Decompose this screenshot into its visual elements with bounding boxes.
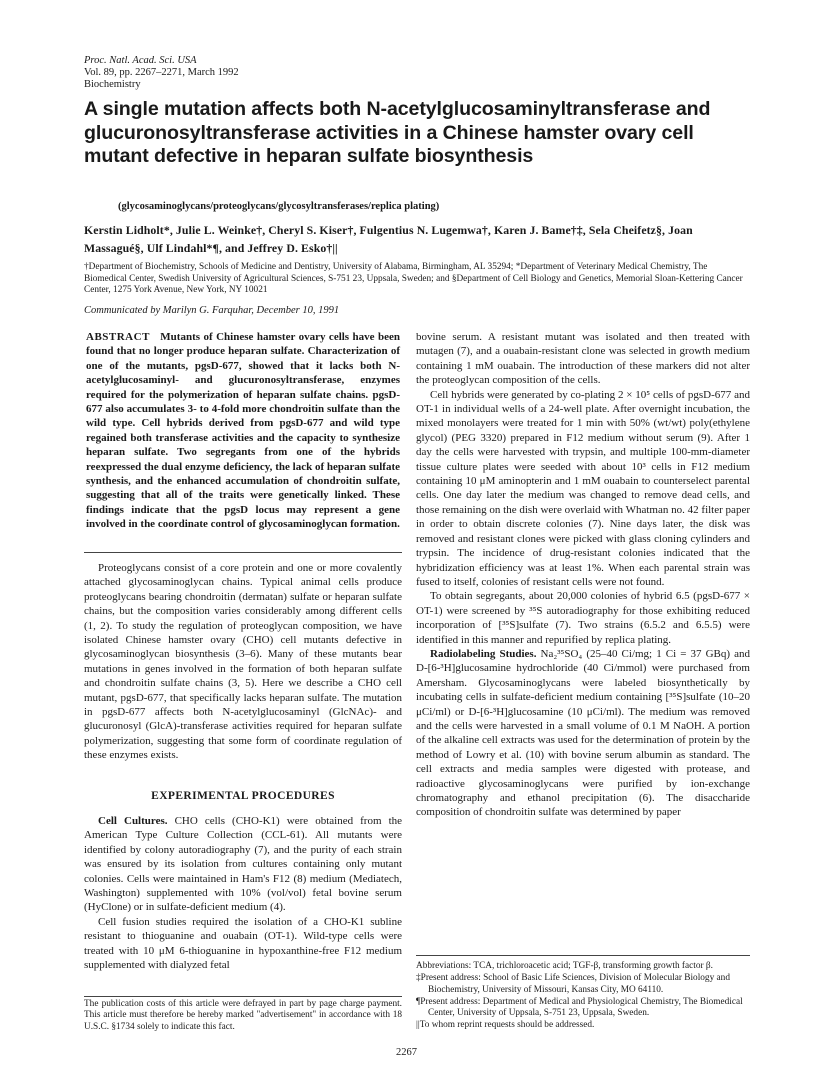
right-column: [416, 330, 750, 820]
keywords: (glycosaminoglycans/proteoglycans/glycosyltransferases/replica plating): [118, 201, 440, 212]
introduction: [84, 561, 402, 763]
runin-radiolabeling: Radiolabeling Studies.: [430, 647, 537, 660]
affiliations: †Department of Biochemistry, Schools of Medicine and Dentistry, University of Alabama, Birmingham, AL 35294; *Department of Veterinary Medical Chemistry, The Biomedical Center, Swedish University of Agricultural Sciences, S-751 23, Uppsala, Sweden; and §Department of Cell Biology and Genetics, Memorial Sloan-Kettering Cancer Center, 1275 York Avenue, New York, NY 10021: [84, 262, 743, 295]
journal-citation: Vol. 89, pp. 2267–2271, March 1992: [84, 67, 239, 78]
page-number: 2267: [396, 1047, 417, 1058]
radiolabeling-text: Na₂³⁵SO₄ (25–40 Ci/mg; 1 Ci = 37 GBq) and D-[6-³H]glucosamine hydrochloride (40 Ci/mmol) were purchased from Amersham. Glycosaminoglycans were labeled biosynthetically by incubating cells in sulfate-deficient medium containing [³⁵S]sulfate (10–20 μCi/ml) or D-[6-³H]glucosamine (10 μCi/ml). The medium was removed and the cells were harvested in a small volume of 0.1 M NaOH. A portion of the alkaline cell extracts was used for the determination of protein by the method of Lowry et al. (10) with bovine serum albumin as standard. The cell extracts and media samples were digested with protease, and radioactive glycosaminoglycans were purified by ion-exchange chromatography and ethanol precipitation (6). The disaccharide composition of chondroitin sulfate was determined by paper: [416, 647, 750, 819]
abbreviations-divider: [416, 955, 750, 956]
section-heading: EXPERIMENTAL PROCEDURES: [151, 790, 335, 802]
communicated-by: Communicated by Marilyn G. Farquhar, December 10, 1991: [84, 305, 340, 316]
methods-section: [84, 814, 402, 972]
col2-paragraph-3: To obtain segregants, about 20,000 colonies of hybrid 6.5 (pgsD-677 × OT-1) were screened by ³⁵S autoradiography for those exhibiting reduced incorporation of [³⁵S]sulfate (7). Two strains (6.5.2 and 6.5.5) were identified in this manner and repurified by replica plating.: [416, 590, 750, 646]
runin-cell-cultures: Cell Cultures.: [98, 815, 168, 827]
journal-section: Biochemistry: [84, 79, 141, 90]
footnotes: [416, 961, 750, 1033]
abstract-label: ABSTRACT: [86, 331, 150, 343]
abstract-divider: [84, 552, 402, 553]
present-address-1: ‡Present address: School of Basic Life Sciences, Division of Molecular Biology and Biochemistry, University of Missouri, Kansas City, MO 64110.: [416, 973, 730, 995]
journal-header: [84, 55, 239, 91]
reprint-note: ||To whom reprint requests should be addressed.: [416, 1020, 595, 1031]
author-list: Kerstin Lidholt*, Julie L. Weinke†, Cheryl S. Kiser†, Fulgentius N. Lugemwa†, Karen J. Bame†‡, Sela Cheifetz§, Joan Massagué§, Ulf Lindahl*¶, and Jeffrey D. Esko†||: [84, 223, 693, 255]
cell-cultures-text: CHO cells (CHO-K1) were obtained from the American Type Culture Collection (CCL-61). All mutants were identified by colony autoradiography (7), and the purity of each strain was ensured by its isolation from cultures containing only mutant colonies. Cells were maintained in Ham's F12 (8) medium (Mediatech, Washington) supplemented with 10% (vol/vol) fetal bovine serum (HyClone) or in sulfate-deficient medium (4).: [84, 815, 403, 914]
abbreviations-note: Abbreviations: TCA, trichloroacetic acid; TGF-β, transforming growth factor β.: [416, 961, 713, 971]
abstract-text: Mutants of Chinese hamster ovary cells have been found that no longer produce heparan sulfate. Characterization of one of the mutants, pgsD-677, showed that it lacks both N-acetylglucosaminyl- and glucuronosyltransferase, enzymes required for the polymerization of heparan sulfate chains. pgsD-677 also accumulates 3- to 4-fold more chondroitin sulfate than the wild type. Cell hybrids derived from pgsD-677 and wild type regained both transferase activities and the capacity to synthesize heparan sulfate. Two segregants from one of the hybrids reexpressed the dual enzyme deficiency, the lack of heparan sulfate synthesis, and the enhanced accumulation of chondroitin sulfate, suggesting that all of the traits were genetically linked. These findings indicate that the pgsD locus may represent a gene involved in the coordinate control of glycosaminoglycan formation.: [86, 331, 401, 531]
journal-name: Proc. Natl. Acad. Sci. USA: [84, 55, 197, 66]
cell-fusion-text: Cell fusion studies required the isolation of a CHO-K1 subline resistant to thioguanine and ouabain (OT-1). Wild-type cells were treated with 10 μM 6-thioguanine in hypoxanthine-free F12 medium supplemented with dialyzed fetal: [84, 915, 402, 972]
article-title: A single mutation affects both N-acetylglucosaminyltransferase and glucuronosyltransferase activities in a Chinese hamster ovary cell mutant defective in heparan sulfate biosynthesis: [84, 98, 711, 167]
footnote-divider: [84, 996, 402, 997]
publication-costs-note: The publication costs of this article were defrayed in part by page charge payment. This article must therefore be hereby marked "advertisement" in accordance with 18 U.S.C. §1734 solely to indicate this fact.: [84, 999, 402, 1032]
col2-paragraph-1: bovine serum. A resistant mutant was isolated and then treated with mutagen (7), and a ouabain-resistant clone was selected in growth medium containing 1 mM ouabain. The introduction of these markers did not alter the proteoglycan composition of the cells.: [416, 331, 750, 387]
present-address-2: ¶Present address: Department of Medical and Physiological Chemistry, The Biomedical Center, University of Uppsala, S-751 23, Uppsala, Sweden.: [416, 996, 743, 1019]
col2-paragraph-2: Cell hybrids were generated by co-plating 2 × 10⁵ cells of pgsD-677 and OT-1 in individual wells of a 24-well plate. After overnight incubation, the mixed monolayers were treated for 1 min with 50% (wt/wt) poly(ethylene glycol) (PEG 3320) prepared in F12 medium without serum (9). After 1 day the cells were harvested with trypsin, and multiple 100-mm-diameter tissue culture plates were seeded with about 10³ cells in F12 medium containing 10 μM aminopterin and 1 mM ouabain to counterselect parental cells. One day later the medium was changed to remove dead cells, and those remaining on the dish were overlaid with Whatman no. 42 filter paper in order to obtain discrete colonies (7). Nine days later, the disk was removed and resistant clones were picked with glass cloning cylinders and trypsin. The incidence of drug-resistant colonies indicated that the hybridization efficiency was at least 1%. When each parental strain was fused to itself, colonies of resistant cells were not found.: [416, 388, 750, 588]
intro-paragraph: Proteoglycans consist of a core protein and one or more covalently attached glycosaminoglycan chains. Typical animal cells produce proteoglycans bearing chondroitin (dermatan) sulfate or heparan sulfate chains, but the composition varies considerably among different cells (1, 2). To study the regulation of proteoglycan composition, we have isolated Chinese hamster ovary (CHO) cell mutants defective in glycosaminoglycan biosynthesis (3–6). Many of these mutants bear mutations in genes involved in the formation of both heparan sulfate and chondroitin sulfate chains (3, 5). Here we describe a CHO cell mutant, pgsD-677, that specifically lacks heparan sulfate. The mutation in pgsD-677 affects both N-acetylglucosaminyl (GlcNAc)- and glucuronosyl (GlcA)-transferase activities required for heparan sulfate polymerization, suggesting that some form of coordinate regulation of these enzymes exists.: [84, 562, 402, 762]
abstract: [86, 330, 400, 532]
